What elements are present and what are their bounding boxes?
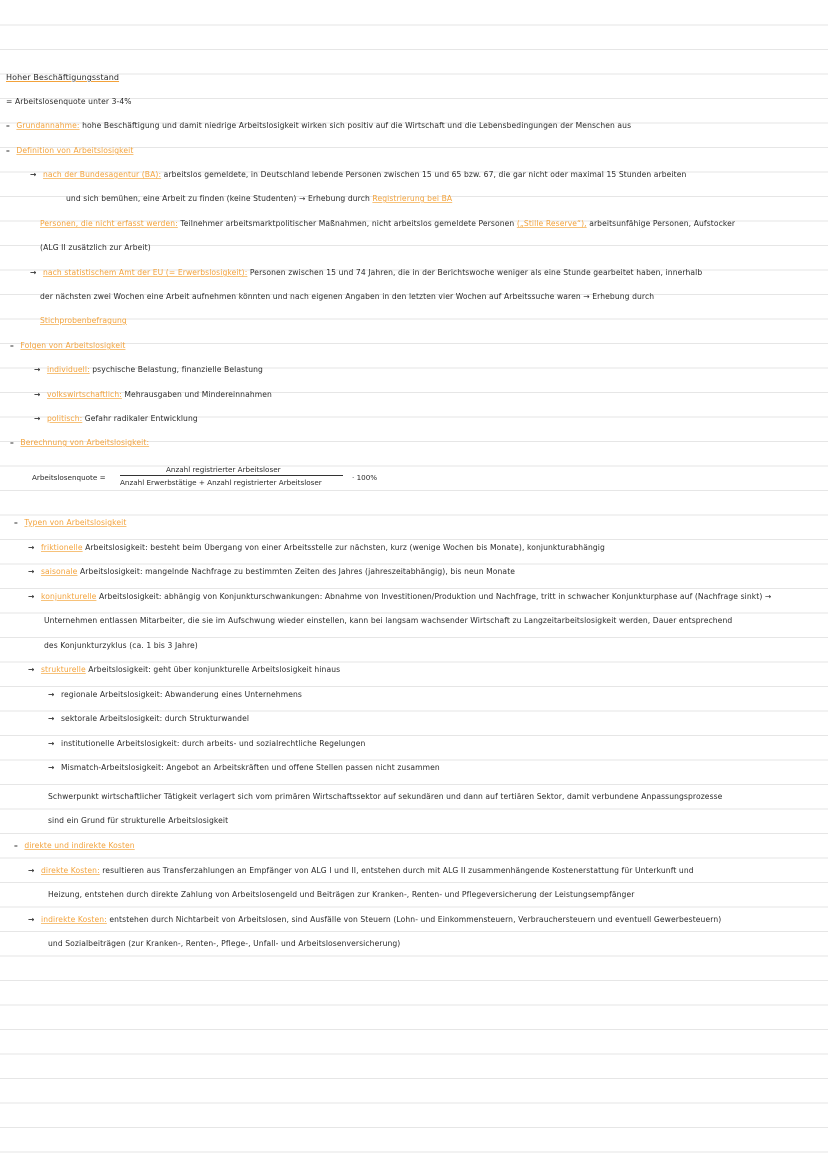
direkte-kosten-text-2: Heizung, entstehen durch direkte Zahlung von Arbeitslosengeld und Beiträgen zur Kranken-, Renten- und Pflegeversicherung der Leistungsempfänger [48,890,635,899]
grundannahme-line [6,121,814,130]
def-nicht-text-2: (ALG II zusätzlich zur Arbeit) [40,243,151,252]
title-line [6,73,814,82]
konjunkturelle-line-2 [44,616,814,625]
definition-heading: Definition von Arbeitslosigkeit [16,146,134,155]
def-eu-text-2: der nächsten zwei Wochen eine Arbeit aufnehmen könnten und nach eigenen Angaben in den letzten vier Wochen auf Arbeitssuche waren → Erhebung durch [40,292,655,301]
strukturelle-schwerpunkt-line-2 [48,816,814,825]
formula-multiplier: · 100% [352,473,378,482]
arrow-icon: → [28,665,35,674]
def-ba-line-1 [30,170,814,179]
arrow-icon: → [34,414,41,423]
equation-text: = Arbeitslosenquote unter 3-4% [6,97,132,106]
def-ba-registration: Registrierung bei BA [372,194,453,203]
def-ba-label: nach der Bundesagentur (BA): [42,170,162,179]
def-nicht-line-1 [40,219,814,228]
konjunkturelle-text-3: des Konjunkturzyklus (ca. 1 bis 3 Jahre) [44,641,198,650]
strukturelle-mismatch-text: Mismatch-Arbeitslosigkeit: Angebot an Arbeitskräften und offene Stellen passen nicht zusammen [60,763,440,772]
saisonale-text: Arbeitslosigkeit: mangelnde Nachfrage zu bestimmten Zeiten des Jahres (jahreszeitabhängig), bis neun Monate [79,567,516,576]
strukturelle-text: Arbeitslosigkeit: geht über konjunkturelle Arbeitslosigkeit hinaus [88,665,341,674]
folgen-heading: Folgen von Arbeitslosigkeit [20,341,126,350]
strukturelle-sektorale-text: sektorale Arbeitslosigkeit: durch Strukturwandel [60,714,250,723]
direkte-kosten-text-1: resultieren aus Transferzahlungen an Empfänger von ALG I und II, entstehen durch mit ALG II zusammenhängende Kostenerstattung für Unterkunft und [102,866,694,875]
arrow-icon: → [28,915,35,924]
dash-bullet: – [14,841,18,850]
arrow-icon: → [28,866,35,875]
dash-bullet: – [6,146,10,155]
direkte-kosten-label: direkte Kosten: [40,866,100,875]
strukturelle-regionale-text: regionale Arbeitslosigkeit: Abwanderung eines Unternehmens [60,690,302,699]
friktionelle-line [28,543,814,552]
typen-heading-line [14,518,814,527]
dash-bullet: – [10,341,14,350]
konjunkturelle-text-1: Arbeitslosigkeit: abhängig von Konjunkturschwankungen: Abnahme von Investitionen/Produktion und Nachfrage, tritt in schwacher Konjunkturphase auf (Nachfrage sinkt) → [98,592,772,601]
strukturelle-schwerpunkt-text-2: sind ein Grund für strukturelle Arbeitslosigkeit [48,816,229,825]
def-eu-line-1 [30,268,814,277]
friktionelle-label: friktionelle [40,543,83,552]
strukturelle-institutionelle-text: institutionelle Arbeitslosigkeit: durch arbeits- und sozialrechtliche Regelungen [60,739,366,748]
arrow-icon: → [48,739,55,748]
indirekte-kosten-label: indirekte Kosten: [40,915,107,924]
strukturelle-regionale-line [48,690,814,699]
folgen-heading-line [10,341,814,350]
arrow-icon: → [30,170,37,179]
kosten-heading-line [14,841,814,850]
def-nicht-label: Personen, die nicht erfasst werden: [40,219,178,228]
grundannahme-label: Grundannahme: [16,121,80,130]
konjunkturelle-line-3 [44,641,814,650]
konjunkturelle-text-2: Unternehmen entlassen Mitarbeiter, die sie im Aufschwung wieder einstellen, kann bei langsam wachsender Wirtschaft zu Langzeitarbeitslosigkeit werden, Dauer entsprechend [44,616,733,625]
definition-heading-line [6,146,814,155]
indirekte-kosten-line-2 [48,939,814,948]
saisonale-label: saisonale [40,567,78,576]
dash-bullet: – [14,518,18,527]
arrow-icon: → [34,390,41,399]
grundannahme-text: hohe Beschäftigung und damit niedrige Arbeitslosigkeit wirken sich positiv auf die Wirtschaft und die Lebensbedingungen der Menschen aus [82,121,632,130]
konjunkturelle-label: konjunkturelle [40,592,97,601]
kosten-heading: direkte und indirekte Kosten [24,841,135,850]
def-eu-text-1: Personen zwischen 15 und 74 Jahren, die in der Berichtswoche weniger als eine Stunde gearbeitet haben, innerhalb [249,268,703,277]
folgen-individuell-label: individuell: [46,365,90,374]
folgen-volkswirtschaftlich-label: volkswirtschaftlich: [46,390,122,399]
def-eu-label: nach statistischem Amt der EU (= Erwerbslosigkeit): [42,268,248,277]
folgen-politisch-line [34,414,814,423]
dash-bullet: – [6,121,10,130]
berechnung-heading-line [10,438,814,447]
arrow-icon: → [30,268,37,277]
def-ba-text-1: arbeitslos gemeldete, in Deutschland lebende Personen zwischen 15 und 65 bzw. 67, die gar nicht oder maximal 15 Stunden arbeiten [163,170,687,179]
def-eu-line-3 [40,316,814,325]
def-nicht-line-2 [40,243,814,252]
dash-bullet: – [10,438,14,447]
strukturelle-institutionelle-line [48,739,814,748]
berechnung-heading: Berechnung von Arbeitslosigkeit: [20,438,150,447]
arrow-icon: → [48,690,55,699]
indirekte-kosten-text-1: entstehen durch Nichtarbeit von Arbeitslosen, sind Ausfälle von Steuern (Lohn- und Einkommensteuern, Verbrauchersteuern und eventuell Gewerbesteuern) [109,915,722,924]
folgen-politisch-text: Gefahr radikaler Entwicklung [84,414,198,423]
equation-line [6,97,814,106]
formula-denominator: Anzahl Erwerbstätige + Anzahl registrierter Arbeitsloser [120,478,322,487]
folgen-volkswirtschaftlich-text: Mehrausgaben und Mindereinnahmen [124,390,272,399]
friktionelle-text: Arbeitslosigkeit: besteht beim Übergang von einer Arbeitsstelle zur nächsten, kurz (wenige Wochen bis Monate), konjunkturabhängig [85,543,605,552]
folgen-individuell-text: psychische Belastung, finanzielle Belastung [92,365,263,374]
page-title: Hoher Beschäftigungsstand [6,73,120,82]
strukturelle-mismatch-line [48,763,814,772]
def-nicht-text-1a: Teilnehmer arbeitsmarktpolitischer Maßnahmen, nicht arbeitslos gemeldete Personen [180,219,515,228]
arrow-icon: → [28,543,35,552]
folgen-politisch-label: politisch: [46,414,83,423]
formula-numerator: Anzahl registrierter Arbeitsloser [166,465,281,474]
formula-label: Arbeitslosenquote = [32,473,106,482]
folgen-individuell-line [34,365,814,374]
arrow-icon: → [28,592,35,601]
saisonale-line [28,567,814,576]
direkte-kosten-line-2 [48,890,814,899]
typen-heading: Typen von Arbeitslosigkeit [24,518,127,527]
arrow-icon: → [48,714,55,723]
arrow-icon: → [34,365,41,374]
def-eu-text-3: Stichprobenbefragung [40,316,127,325]
fraction-bar [120,475,343,476]
konjunkturelle-line-1 [28,592,814,601]
direkte-kosten-line-1 [28,866,814,875]
indirekte-kosten-line-1 [28,915,814,924]
strukturelle-schwerpunkt-text-1: Schwerpunkt wirtschaftlicher Tätigkeit verlagert sich vom primären Wirtschaftssektor auf sekundären und dann auf tertiären Sektor, damit verbundene Anpassungsprozesse [48,792,723,801]
def-ba-text-2: und sich bemühen, eine Arbeit zu finden (keine Studenten) → Erhebung durch [66,194,370,203]
strukturelle-schwerpunkt-line-1 [48,792,814,801]
def-nicht-stille-reserve: („Stille Reserve“), [516,219,587,228]
indirekte-kosten-text-2: und Sozialbeiträgen (zur Kranken-, Renten-, Pflege-, Unfall- und Arbeitslosenversicherung) [48,939,401,948]
strukturelle-line [28,665,814,674]
def-nicht-text-1c: arbeitsunfähige Personen, Aufstocker [589,219,736,228]
def-ba-line-2 [66,194,814,203]
strukturelle-sektorale-line [48,714,814,723]
arrow-icon: → [28,567,35,576]
arrow-icon: → [48,763,55,772]
def-eu-line-2 [40,292,814,301]
folgen-volkswirtschaftlich-line [34,390,814,399]
strukturelle-label: strukturelle [40,665,86,674]
